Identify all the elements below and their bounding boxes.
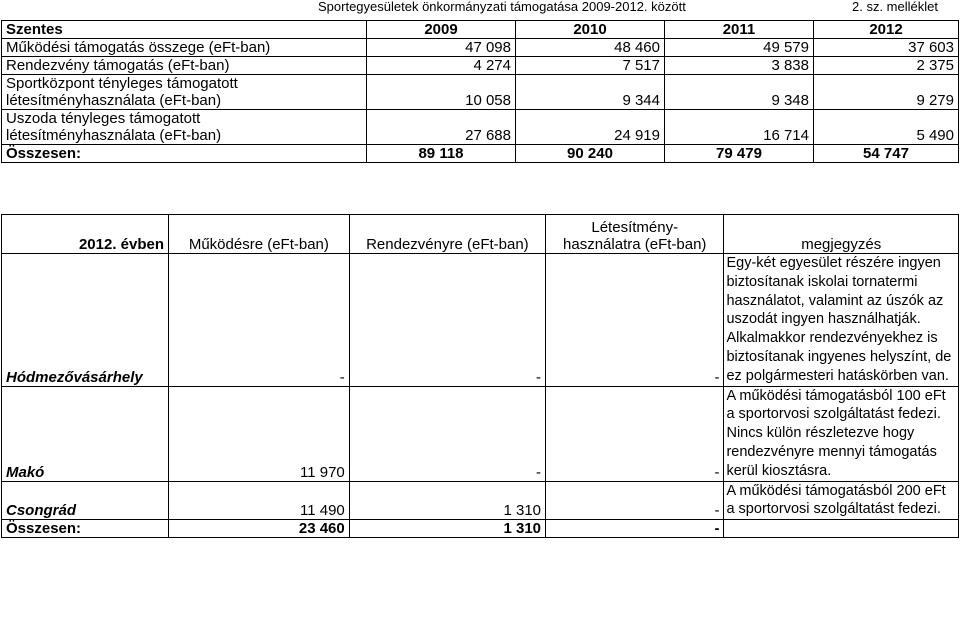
total-label: Összesen: [2,520,169,538]
cell-value: 48 460 [516,39,665,57]
note-cell [724,520,959,538]
column-header: 2011 [665,21,814,39]
total-value: - [546,520,724,538]
cell-value: 37 603 [814,39,959,57]
total-value: 54 747 [814,145,959,163]
total-label: Összesen: [2,145,367,163]
cell-value: 1 310 [349,481,545,520]
table-row [2,110,959,145]
cell-value: - [546,254,724,387]
total-value: 89 118 [367,145,516,163]
total-value: 79 479 [665,145,814,163]
cell-value: - [546,386,724,481]
cell-value: 27 688 [367,110,516,145]
total-row [2,520,959,538]
cell-value: 11 490 [169,481,350,520]
cell-value: 9 348 [665,75,814,110]
row-label: Rendezvény támogatás (eFt-ban) [2,57,367,75]
cell-value: 2 375 [814,57,959,75]
table-header-row [2,215,959,254]
row-label [2,75,367,110]
city-name: Makó [2,386,169,481]
table-row [2,386,959,481]
total-value: 90 240 [516,145,665,163]
cell-value: 10 058 [367,75,516,110]
column-header: Működésre (eFt-ban) [169,215,350,254]
cell-value: 7 517 [516,57,665,75]
column-header: Rendezvényre (eFt-ban) [349,215,545,254]
note-cell: A működési támogatásból 100 eFt a sportorvosi szolgáltatást fedezi. Nincs külön részletezve hogy rendezvényre mennyi támogatás kerül kiosztásra. [724,386,959,481]
total-value: 1 310 [349,520,545,538]
row-label [2,110,367,145]
cell-value: 9 279 [814,75,959,110]
total-value: 23 460 [169,520,350,538]
note-cell: A működési támogatásból 200 eFt a sportorvosi szolgáltatást fedezi. [724,481,959,520]
cell-value: 16 714 [665,110,814,145]
table-row [2,39,959,57]
cell-value: 5 490 [814,110,959,145]
cell-value: 47 098 [367,39,516,57]
row-label-line: létesítményhasználata (eFt-ban) [6,92,222,109]
row-label-line: Uszoda tényleges támogatott [6,110,201,127]
column-header: Szentes [2,21,367,39]
cell-value: 49 579 [665,39,814,57]
city-comparison-table [1,214,959,538]
page-title: Sportegyesületek önkormányzati támogatása 2009-2012. között [318,0,686,14]
support-summary-table [1,20,959,163]
table-row [2,57,959,75]
note-cell: Egy-két egyesület részére ingyen biztosítanak iskolai tornatermi használatot, valamint az úszók az uszodát ingyen használhatják. Alkalmakkor rendezvényekhez is biztosítanak ingyenes helyszínt, de ez polgármesteri hatáskörben van. [724,254,959,387]
row-label-line: Sportközpont tényleges támogatott [6,75,238,92]
row-label-line: létesítményhasználata (eFt-ban) [6,127,222,144]
table-row [2,75,959,110]
cell-value: 4 274 [367,57,516,75]
city-name: Csongrád [2,481,169,520]
table-header-row [2,21,959,39]
cell-value: 24 919 [516,110,665,145]
table-row [2,481,959,520]
row-label: Működési támogatás összege (eFt-ban) [2,39,367,57]
cell-value: - [349,386,545,481]
column-header: 2009 [367,21,516,39]
column-header: megjegyzés [724,215,959,254]
cell-value: 11 970 [169,386,350,481]
cell-value: 9 344 [516,75,665,110]
table-row [2,254,959,387]
cell-value: - [349,254,545,387]
city-name: Hódmezővásárhely [2,254,169,387]
total-row [2,145,959,163]
annex-label: 2. sz. melléklet [852,0,938,14]
cell-value: - [546,481,724,520]
cell-value: - [169,254,350,387]
column-header: 2010 [516,21,665,39]
column-header: 2012. évben [2,215,169,254]
column-header: Létesítmény- használatra (eFt-ban) [546,215,724,254]
column-header: 2012 [814,21,959,39]
cell-value: 3 838 [665,57,814,75]
